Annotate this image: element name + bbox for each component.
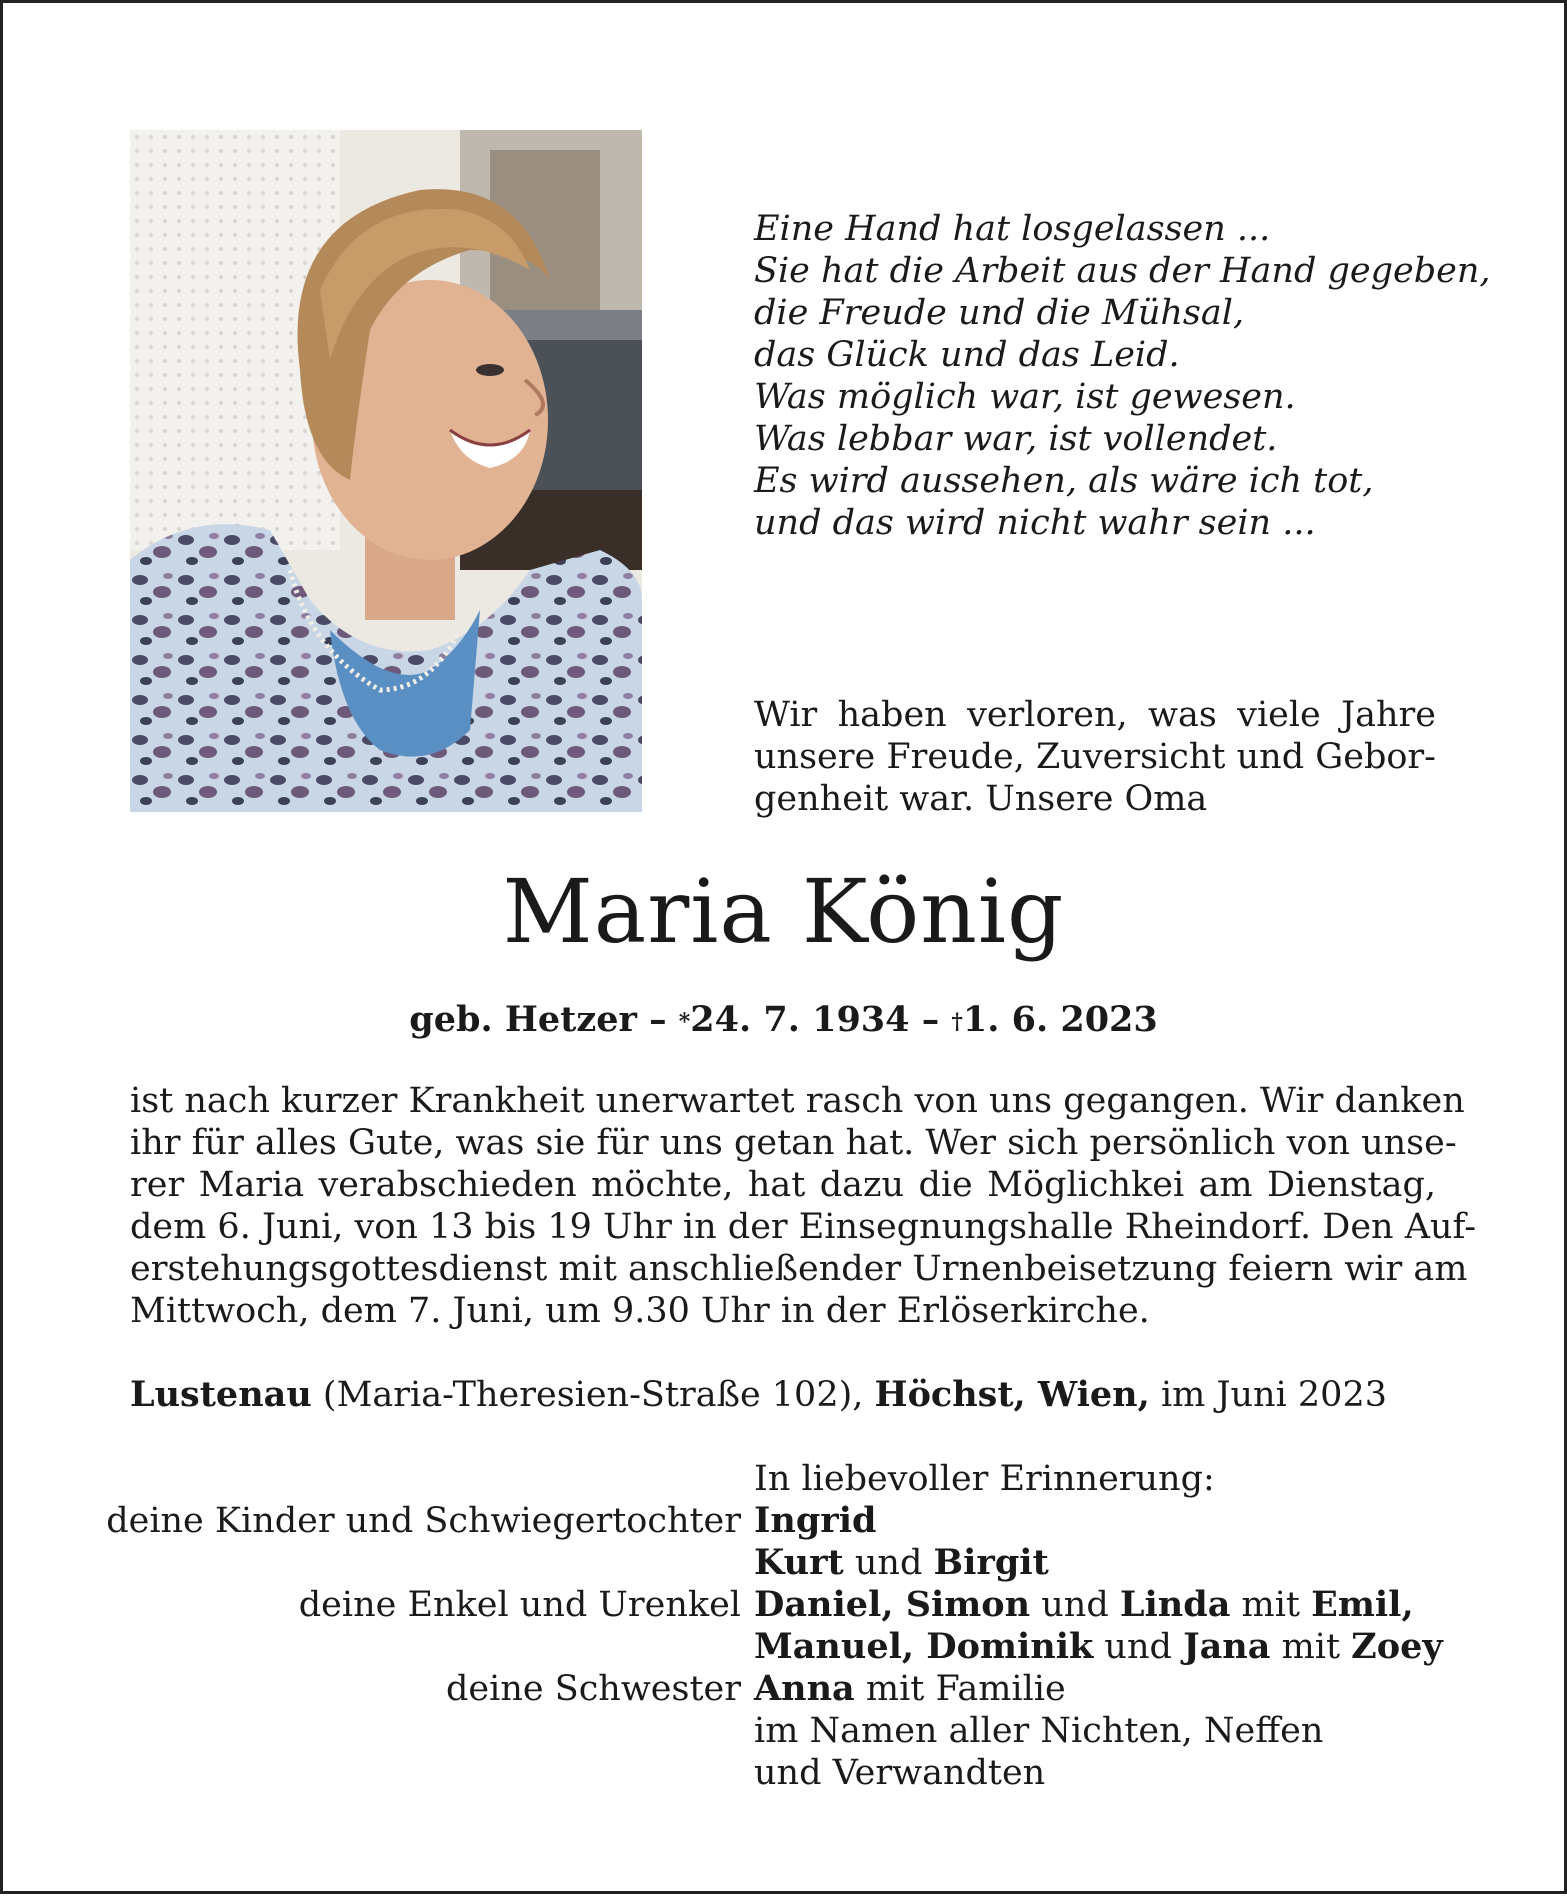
announcement-line: erstehungsgottesdienst mit anschließender Urnenbeisetzung feiern wir am: [130, 1249, 1468, 1289]
announcement-line: dem 6. Juni, von 13 bis 19 Uhr in der Einsegnungshalle Rheindorf. Den Auf-: [130, 1207, 1477, 1247]
family-line: [754, 1542, 1049, 1584]
family-name: Birgit: [933, 1542, 1049, 1583]
death-mark: †: [951, 1009, 963, 1035]
relation-children: deine Kinder und Schwiegertochter: [106, 1501, 741, 1541]
connector: mit: [1241, 1585, 1300, 1625]
birth-mark: *: [678, 1009, 691, 1035]
poem-line: Sie hat die Arbeit aus der Hand gegeben,: [754, 251, 1491, 291]
family-name: Emil,: [1311, 1584, 1414, 1625]
family-name: Zoey: [1351, 1626, 1443, 1667]
connector: mit: [1281, 1627, 1341, 1667]
poem-line: Was möglich war, ist gewesen.: [754, 377, 1296, 417]
memory-title: In liebevoller Erinnerung:: [754, 1459, 1215, 1499]
poem: [754, 208, 1491, 544]
connector: und: [1104, 1627, 1172, 1667]
intro-line: Wir haben verloren, was viele Jahre: [754, 695, 1436, 735]
relation-sister: deine Schwester: [446, 1669, 741, 1709]
announcement-text: [130, 1080, 1477, 1332]
family-name: Ingrid: [754, 1500, 877, 1541]
city-hoechst-wien: Höchst, Wien,: [874, 1374, 1150, 1415]
closing-line: im Namen aller Nichten, Neffen: [754, 1711, 1324, 1751]
family-name: Manuel, Dominik: [754, 1626, 1094, 1667]
family-name: Anna: [754, 1668, 855, 1709]
intro-text: [754, 694, 1436, 820]
announcement-line: Mittwoch, dem 7. Juni, um 9.30 Uhr in der Erlöserkirche.: [130, 1291, 1150, 1331]
family-name: Jana: [1183, 1626, 1271, 1667]
announcement-line: ist nach kurzer Krankheit unerwartet rasch von uns gegangen. Wir danken: [130, 1081, 1465, 1121]
city-lustenau: Lustenau: [130, 1374, 312, 1415]
place-and-date: [130, 1374, 1450, 1416]
relation-grandchildren: deine Enkel und Urenkel: [298, 1585, 741, 1625]
announcement-line: rer Maria verabschieden möchte, hat dazu die Möglichkei am Dienstag,: [130, 1165, 1436, 1205]
family-name: Kurt: [754, 1542, 844, 1583]
death-date: 1. 6. 2023: [962, 999, 1158, 1040]
poem-line: Was lebbar war, ist vollendet.: [754, 419, 1278, 459]
intro-line: genheit war. Unsere Oma: [754, 779, 1208, 819]
life-dates: [0, 998, 1567, 1042]
notice-date: im Juni 2023: [1160, 1375, 1387, 1415]
closing-line: und Verwandten: [754, 1753, 1046, 1793]
family-name: Linda: [1119, 1584, 1231, 1625]
birth-date: 24. 7. 1934 –: [690, 999, 940, 1040]
poem-line: Es wird aussehen, als wäre ich tot,: [754, 461, 1374, 501]
portrait-photo: [130, 130, 642, 812]
deceased-name: Maria König: [502, 860, 1065, 963]
family-line: [754, 1668, 1066, 1710]
family-line: [754, 1500, 877, 1542]
maiden-name: geb. Hetzer –: [409, 999, 667, 1040]
family-line: [754, 1584, 1414, 1626]
poem-line: die Freude und die Mühsal,: [754, 293, 1245, 333]
poem-line: und das wird nicht wahr sein ...: [754, 503, 1316, 543]
connector: und: [1041, 1585, 1109, 1625]
connector: und: [854, 1543, 923, 1583]
connector: mit Familie: [865, 1669, 1066, 1709]
poem-line: Eine Hand hat losgelassen ...: [754, 209, 1271, 249]
poem-line: das Glück und das Leid.: [754, 335, 1180, 375]
intro-line: unsere Freude, Zuversicht und Gebor-: [754, 737, 1436, 777]
announcement-line: ihr für alles Gute, was sie für uns getan hat. Wer sich persönlich von unse-: [130, 1123, 1457, 1163]
address: (Maria-Theresien-Straße 102),: [322, 1375, 864, 1415]
family-line: [754, 1626, 1443, 1668]
family-name: Daniel, Simon: [754, 1584, 1031, 1625]
